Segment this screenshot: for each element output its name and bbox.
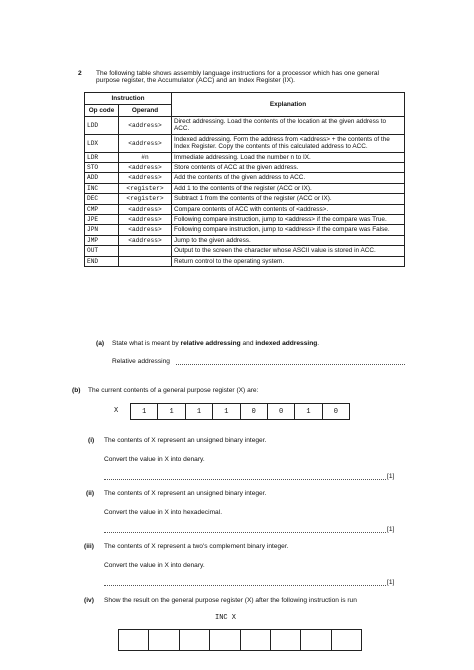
opcode-cell: DEC <box>85 194 119 204</box>
sub-iv-text: Show the result on the general purpose register (X) after the following instruction is run <box>104 597 357 604</box>
explanation-cell: Output to the screen the character whose ASCII value is stored in ACC. <box>172 246 405 256</box>
register-bit: 1 <box>131 404 158 420</box>
operand-cell: <address> <box>119 117 172 135</box>
intro-line-2: purpose register, the Accumulator (ACC) and an Index Register (IX). <box>96 77 296 84</box>
opcode-cell: OUT <box>85 246 119 256</box>
sub-iii-label: (iii) <box>84 543 94 550</box>
opcode-cell: JPE <box>85 215 119 225</box>
part-a-label: (a) <box>96 340 105 347</box>
result-bit-cell[interactable] <box>149 630 179 651</box>
operand-cell: <address> <box>119 235 172 245</box>
operand-cell: <address> <box>119 134 172 152</box>
opcode-cell: INC <box>85 183 119 193</box>
register-x <box>130 403 350 420</box>
table-row <box>85 134 405 152</box>
part-b-label: (b) <box>72 387 81 394</box>
result-bit-cell[interactable] <box>331 630 361 651</box>
term-indexed-addressing: indexed addressing <box>255 340 318 347</box>
explanation-cell: Subtract 1 from the contents of the register (ACC or IX). <box>172 194 405 204</box>
mark-ii: [1] <box>387 526 395 533</box>
answer-line-a[interactable] <box>176 364 405 365</box>
part-b-text: The current contents of a general purpose register (X) are: <box>88 387 259 394</box>
opcode-cell: ADD <box>85 173 119 183</box>
sub-i-label: (i) <box>88 437 95 444</box>
register-bit: 1 <box>295 404 322 420</box>
opcode-cell: LDD <box>85 117 119 135</box>
sub-ii-instruction: Convert the value in X into hexadecimal. <box>104 509 223 516</box>
register-bit: 0 <box>240 404 267 420</box>
table-row <box>85 225 405 235</box>
result-bit-cell[interactable] <box>210 630 240 651</box>
register-x-label: X <box>114 407 119 415</box>
result-bit-cell[interactable] <box>240 630 270 651</box>
explanation-cell: Following compare instruction, jump to <address> if the compare was True. <box>172 215 405 225</box>
instruction-table <box>84 92 405 267</box>
table-row <box>85 215 405 225</box>
operand-cell: #n <box>119 152 172 162</box>
table-row <box>85 163 405 173</box>
explanation-cell: Indexed addressing. Form the address from <address> + the contents of the Index Register. Copy the contents of this calculated address to ACC. <box>172 134 405 152</box>
instruction-code: INC X <box>215 614 237 622</box>
result-register <box>118 629 362 651</box>
explanation-cell: Add 1 to the contents of the register (ACC or IX). <box>172 183 405 193</box>
operand-cell: <register> <box>119 183 172 193</box>
sub-ii-label: (ii) <box>86 490 95 497</box>
explanation-cell: Add the contents of the given address to ACC. <box>172 173 405 183</box>
explanation-cell: Jump to the given address. <box>172 235 405 245</box>
result-bit-cell[interactable] <box>270 630 300 651</box>
register-bit: 1 <box>213 404 240 420</box>
answer-line-ii[interactable] <box>104 532 386 533</box>
register-bit: 1 <box>158 404 185 420</box>
register-bit: 0 <box>267 404 294 420</box>
part-a-text-post: . <box>317 340 320 347</box>
operand-cell: <address> <box>119 173 172 183</box>
header-operand: Operand <box>119 105 172 117</box>
result-bit-cell[interactable] <box>301 630 331 651</box>
sub-i-text: The contents of X represent an unsigned binary integer. <box>104 437 267 444</box>
answer-line-i[interactable] <box>104 479 386 480</box>
explanation-cell: Store contents of ACC at the given address. <box>172 163 405 173</box>
operand-cell: <address> <box>119 215 172 225</box>
explanation-cell: Return control to the operating system. <box>172 256 405 266</box>
mark-i: [1] <box>387 473 395 480</box>
explanation-cell: Immediate addressing. Load the number n to IX. <box>172 152 405 162</box>
opcode-cell: END <box>85 256 119 266</box>
opcode-cell: STO <box>85 163 119 173</box>
table-row <box>85 194 405 204</box>
operand-cell: <address> <box>119 163 172 173</box>
question-number: 2 <box>78 70 82 77</box>
header-instruction: Instruction <box>85 93 172 105</box>
operand-cell: <address> <box>119 204 172 214</box>
register-bit: 1 <box>185 404 212 420</box>
opcode-cell: CMP <box>85 204 119 214</box>
sub-iii-instruction: Convert the value in X into denary. <box>104 562 205 569</box>
table-row <box>85 183 405 193</box>
table-row <box>85 204 405 214</box>
mark-iii: [1] <box>387 579 395 586</box>
opcode-cell: JMP <box>85 235 119 245</box>
intro-line-1: The following table shows assembly language instructions for a processor which has one general <box>96 70 379 77</box>
table-row <box>85 173 405 183</box>
sub-ii-text: The contents of X represent an unsigned binary integer. <box>104 490 267 497</box>
register-bit: 0 <box>322 404 349 420</box>
table-row <box>85 256 405 266</box>
opcode-cell: LDX <box>85 134 119 152</box>
answer-line-iii[interactable] <box>104 585 386 586</box>
relative-addressing-prompt: Relative addressing <box>112 358 170 365</box>
header-explanation: Explanation <box>172 93 405 117</box>
table-row <box>85 117 405 135</box>
result-bit-cell[interactable] <box>119 630 149 651</box>
explanation-cell: Compare contents of ACC with contents of <address>. <box>172 204 405 214</box>
operand-cell <box>119 246 172 256</box>
result-bit-cell[interactable] <box>179 630 209 651</box>
term-relative-addressing: relative addressing <box>180 340 241 347</box>
sub-iv-label: (iv) <box>84 597 94 604</box>
operand-cell: <register> <box>119 194 172 204</box>
opcode-cell: JPN <box>85 225 119 235</box>
operand-cell <box>119 256 172 266</box>
explanation-cell: Direct addressing. Load the contents of the location at the given address to ACC. <box>172 117 405 135</box>
opcode-cell: LDR <box>85 152 119 162</box>
table-row <box>85 152 405 162</box>
operand-cell: <address> <box>119 225 172 235</box>
part-a-question <box>112 340 319 347</box>
part-a-text-pre: State what is meant by <box>112 340 181 347</box>
part-a-text-mid: and <box>240 340 256 347</box>
table-row <box>85 235 405 245</box>
question-intro <box>96 70 416 84</box>
header-opcode: Op code <box>85 105 119 117</box>
sub-iii-text: The contents of X represent a two's complement binary integer. <box>104 543 289 550</box>
sub-i-instruction: Convert the value in X into denary. <box>104 456 205 463</box>
table-row <box>85 246 405 256</box>
explanation-cell: Following compare instruction, jump to <address> if the compare was False. <box>172 225 405 235</box>
